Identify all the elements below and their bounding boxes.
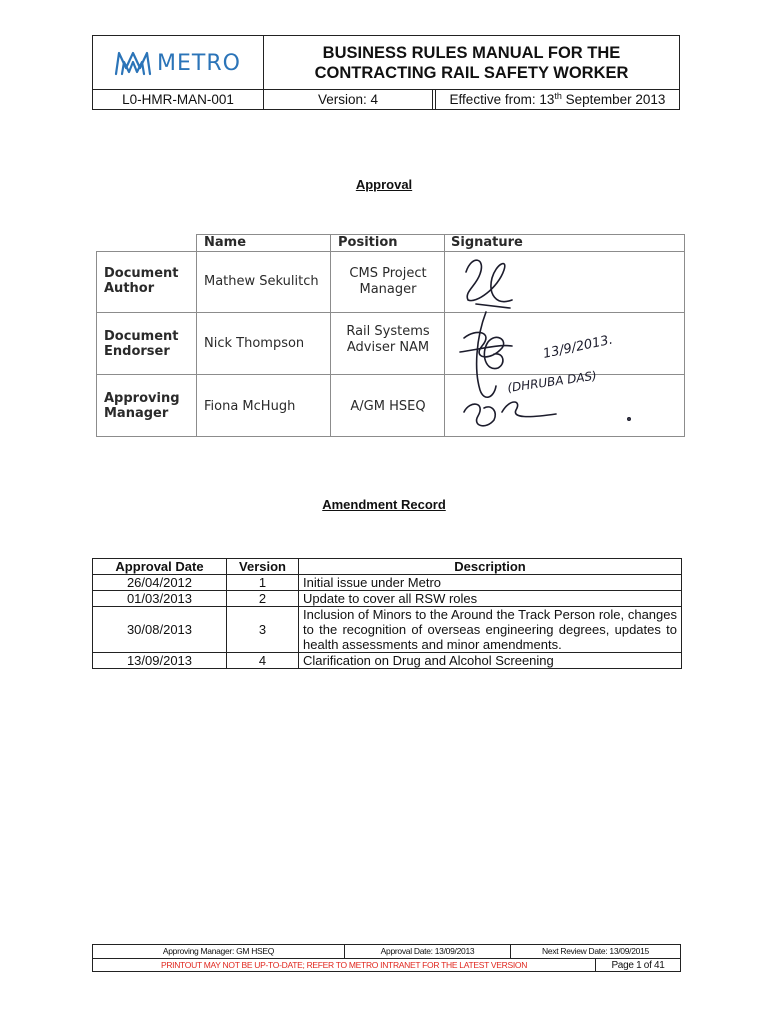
table-row [93,591,682,607]
approver-name: Mathew Sekulitch [204,274,319,289]
position-line: Rail Systems [346,324,430,339]
column-header-position: Position [338,235,398,250]
page-number: Page 1 of 41 [611,960,665,971]
logo-wordmark: METRO [157,51,241,76]
signature-stroke [466,260,512,301]
position-line: A/GM HSEQ [350,399,426,414]
document-id: L0-HMR-MAN-001 [93,90,264,110]
document-header [92,35,680,110]
role-line: Manager [104,406,169,421]
approver-name: Nick Thompson [204,336,305,351]
description-cell: Clarification on Drug and Alcohol Screening [299,653,682,669]
approval-date-cell: 26/04/2012 [93,575,227,591]
description-cell: Inclusion of Minors to the Around the Track Person role, changes to the recognition of overseas engineering degrees, updates to health assessments and minor amendments. [299,607,682,653]
table-row [93,575,682,591]
grid-line [330,234,331,437]
approval-heading: Approval [355,177,413,192]
table-row [93,607,682,653]
signature-stroke [476,304,510,308]
metro-logo [113,50,248,76]
role-approving-manager [104,391,180,421]
role-document-endorser [104,329,179,359]
metro-m-icon [113,50,153,76]
footer-row-2 [93,959,680,972]
handwritten-date: 13/9/2013. [541,332,615,362]
approval-date-cell: 13/09/2013 [93,653,227,669]
document-version: Version: 4 [264,90,433,110]
version-cell: 3 [227,607,299,653]
grid-line [196,234,197,437]
signature-stroke [464,404,495,426]
approver-position [332,266,444,298]
approver-position [332,399,444,415]
column-header-signature: Signature [451,235,523,250]
role-line: Approving [104,391,180,406]
version-cell: 4 [227,653,299,669]
effective-date-suffix: September 2013 [561,92,666,107]
grid-line [684,234,685,437]
title-line-1: BUSINESS RULES MANUAL FOR THE [322,43,621,62]
title-line-2: CONTRACTING RAIL SAFETY WORKER [314,63,629,82]
footer-row-1 [93,945,680,959]
logo-cell [93,36,264,89]
table-row [93,653,682,669]
approval-date-cell: 30/08/2013 [93,607,227,653]
column-header-approval-date: Approval Date [93,559,227,575]
version-cell: 1 [227,575,299,591]
effective-date [435,90,679,110]
role-line: Document [104,266,179,281]
role-document-author [104,266,179,296]
version-cell: 2 [227,591,299,607]
role-line: Endorser [104,344,170,359]
document-title [264,36,679,89]
approval-table [96,234,685,437]
ink-dot [628,418,630,420]
description-cell: Initial issue under Metro [299,575,682,591]
table-header-row [93,559,682,575]
column-header-name: Name [204,235,247,250]
column-header-version: Version [227,559,299,575]
signature-stroke [502,402,556,417]
header-meta-row [93,90,679,110]
handwritten-signatures [446,242,666,437]
footer-approving-manager: Approving Manager: GM HSEQ [93,945,345,958]
footer-approval-date: Approval Date: 13/09/2013 [345,945,511,958]
role-line: Document [104,329,179,344]
role-line: Author [104,281,155,296]
approver-position [332,324,444,356]
footer-next-review: Next Review Date: 13/09/2015 [542,946,649,956]
position-line: CMS Project [349,266,427,281]
handwritten-name: (DHRUBA DAS) [506,368,598,395]
position-line: Manager [359,282,417,297]
grid-line [196,234,685,235]
effective-date-ordinal: th [554,91,562,101]
column-header-description: Description [299,559,682,575]
approver-name: Fiona McHugh [204,399,296,414]
amendment-table [92,558,682,669]
document-footer [92,944,681,972]
header-top-row [93,36,679,90]
footer-printout-warning: PRINTOUT MAY NOT BE UP-TO-DATE; REFER TO METRO INTRANET FOR THE LATEST VERSION [93,959,596,972]
amendment-heading: Amendment Record [322,497,446,512]
description-cell: Update to cover all RSW roles [299,591,682,607]
effective-date-prefix: Effective from: 13 [449,92,555,107]
approval-date-cell: 01/03/2013 [93,591,227,607]
grid-line [444,234,445,437]
position-line: Adviser NAM [346,340,430,355]
grid-line [96,251,97,437]
